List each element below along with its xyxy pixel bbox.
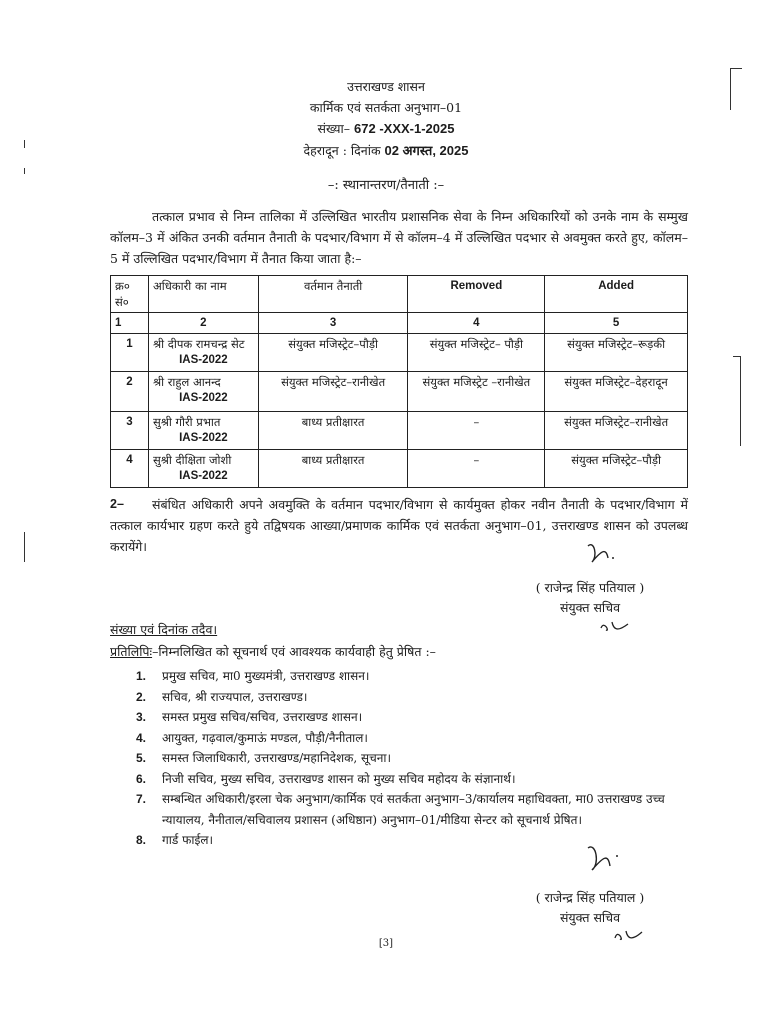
row-officer (148, 412, 258, 450)
colnum-1: 1 (111, 313, 149, 334)
officer-batch: IAS-2022 (179, 432, 228, 444)
list-item-text: समस्त प्रमुख सचिव/सचिव, उत्तराखण्ड शासन। (162, 710, 363, 724)
signatory-block-2 (490, 888, 690, 928)
initials-scribble (598, 618, 632, 634)
row-current-posting: संयुक्त मजिस्ट्रेट–रानीखेत (258, 372, 408, 412)
list-item (136, 748, 696, 769)
table-row (111, 334, 688, 372)
officer-name: सुश्री गौरी प्रभात (152, 415, 221, 429)
list-item-text: आयुक्त, गढ़वाल/कुमाऊं मण्डल, पौड़ी/नैनीताल। (162, 730, 368, 745)
officer-name: श्री दीपक रामचन्द्र सेट (152, 337, 245, 351)
list-item-text: समस्त जिलाधिकारी, उत्तराखण्ड/महानिदेशक, सूचना। (162, 751, 392, 765)
colnum-2: 2 (148, 313, 258, 334)
order-date-value: 02 अगस्त, 2025 (384, 143, 469, 158)
order-number-value: 672 -XXX-1-2025 (354, 121, 455, 136)
row-added: संयुक्त मजिस्ट्रेट–पौड़ी (545, 450, 688, 488)
row-officer (148, 372, 258, 412)
list-item-text: सम्बन्धित अधिकारी/इरला चेक अनुभाग/कार्मिक एवं सतर्कता अनुभाग–3/कार्यालय महाधिवक्ता, मा0 उत्तराखण्ड उच्च न्यायालय, नैनीताल/सचिवालय प्रशासन (अधिष्ठान) अनुभाग–01/मीडिया सेन्टर को सूचनार्थ प्रेषित। (162, 792, 665, 827)
officer-name: सुश्री दीक्षिता जोशी (152, 453, 232, 467)
header-sno: क्र० सं० (111, 276, 149, 313)
row-removed: संयुक्त मजिस्ट्रेट –रानीखेत (408, 372, 545, 412)
scan-mark-left-2 (24, 168, 25, 174)
officer-batch: IAS-2022 (179, 392, 228, 404)
row-removed: – (408, 450, 545, 488)
copy-recipient-list (136, 666, 696, 851)
row-sno: 2 (111, 372, 149, 412)
page-number: [3] (378, 938, 394, 949)
list-item (136, 789, 696, 830)
list-item (136, 707, 696, 728)
row-sno: 1 (111, 334, 149, 372)
signatory-designation: संयुक्त सचिव (559, 910, 621, 925)
row-current-posting: बाध्य प्रतीक्षारत (258, 412, 408, 450)
table-row (111, 412, 688, 450)
row-removed: संयुक्त मजिस्ट्रेट– पौड़ी (408, 334, 545, 372)
signatory-designation: संयुक्त सचिव (559, 600, 621, 615)
govt-name: उत्तराखण्ड शासन (347, 79, 425, 94)
scan-mark-top-right-tick (730, 68, 742, 69)
scan-mark-mid-right (740, 356, 741, 446)
copy-heading (110, 643, 436, 660)
row-sno: 4 (111, 450, 149, 488)
copy-reference: संख्या एवं दिनांक तदैव। (110, 622, 218, 637)
signatory-block-1 (490, 578, 690, 618)
row-current-posting: बाध्य प्रतीक्षारत (258, 450, 408, 488)
row-removed: – (408, 412, 545, 450)
list-item-number: 8. (136, 833, 147, 847)
list-item-number: 6. (136, 771, 147, 786)
row-added: संयुक्त मजिस्ट्रेट–रानीखेत (545, 412, 688, 450)
table-row (111, 372, 688, 412)
scan-mark-left-3 (24, 532, 25, 562)
officer-batch: IAS-2022 (179, 354, 228, 366)
header-officer-name: अधिकारी का नाम (148, 276, 258, 313)
intro-paragraph: तत्काल प्रभाव से निम्न तालिका में उल्लिखित भारतीय प्रशासनिक सेवा के निम्न अधिकारियों को उनके नाम के सम्मुख कॉलम–3 में अंकित उनकी वर्तमान तैनाती के पदभार/विभाग में से कॉलम–4 में उल्लिखित पदभार से अवमुक्त करते हुए, कॉलम–5 में उल्लिखित पदभार/विभाग में तैनात किया जाता है:– (110, 209, 688, 266)
list-item-text: प्रमुख सचिव, मा0 मुख्यमंत्री, उत्तराखण्ड शासन। (162, 669, 370, 683)
officer-name: श्री राहुल आनन्द (152, 375, 221, 389)
colnum-3: 3 (258, 313, 408, 334)
list-item (136, 687, 696, 708)
order-number-label: संख्या– (317, 121, 351, 136)
row-current-posting: संयुक्त मजिस्ट्रेट–पौड़ी (258, 334, 408, 372)
row-sno: 3 (111, 412, 149, 450)
list-item-number: 1. (136, 669, 147, 683)
row-officer (148, 450, 258, 488)
list-item (136, 728, 696, 749)
list-item (136, 769, 696, 790)
list-item (136, 666, 696, 687)
list-item-text: निजी सचिव, मुख्य सचिव, उत्तराखण्ड शासन को मुख्य सचिव महोदय के संज्ञानार्थ। (162, 771, 516, 786)
list-item-number: 4. (136, 730, 147, 745)
header-added: Added (545, 276, 688, 313)
officer-batch: IAS-2022 (179, 470, 228, 482)
colnum-5: 5 (545, 313, 688, 334)
transfer-table (110, 275, 688, 488)
list-item-number: 2. (136, 689, 147, 704)
para2-text: संबंधित अधिकारी अपने अवमुक्ति के वर्तमान पदभार/विभाग से कार्यमुक्त होकर नवीन तैनाती के पदभार/विभाग में तत्काल कार्यभार ग्रहण करते हुये तद्विषयक आख्या/प्रमाणक कार्मिक एवं सतर्कता अनुभाग–01, उत्तराखण्ड शासन को उपलब्ध करायेंगे। (110, 497, 688, 554)
list-item-number: 7. (136, 792, 147, 806)
signature-scribble (582, 538, 632, 568)
signatory-name: ( राजेन्द्र सिंह पतियाल ) (535, 580, 645, 595)
list-item-number: 5. (136, 751, 147, 765)
row-added: संयुक्त मजिस्ट्रेट–देहरादून (545, 372, 688, 412)
list-item-text: सचिव, श्री राज्यपाल, उत्तराखण्ड। (162, 689, 308, 704)
order-number (0, 120, 772, 137)
para2-number: 2– (110, 497, 124, 511)
subject-line: –: स्थानान्तरण/तैनाती :– (327, 178, 445, 193)
copy-heading-label: प्रतिलिपिः (110, 644, 153, 659)
table-row (111, 450, 688, 488)
header-removed: Removed (408, 276, 545, 313)
signatory-name: ( राजेन्द्र सिंह पतियाल ) (535, 890, 645, 905)
order-date (0, 141, 772, 159)
row-added: संयुक्त मजिस्ट्रेट–रूड़की (545, 334, 688, 372)
scan-mark-mid-right-tick (733, 356, 741, 357)
header-current-posting: वर्तमान तैनाती (258, 276, 408, 313)
colnum-4: 4 (408, 313, 545, 334)
list-item-text: गार्ड फाईल। (162, 833, 214, 847)
list-item-number: 3. (136, 710, 147, 724)
order-date-label: देहरादून : दिनांक (303, 143, 381, 158)
copy-heading-text: –निम्नलिखित को सूचनार्थ एवं आवश्यक कार्यवाही हेतु प्रेषित :– (152, 644, 436, 659)
signature-scribble-2 (582, 842, 636, 876)
department-name: कार्मिक एवं सतर्कता अनुभाग–01 (309, 100, 463, 115)
table-header-row (111, 276, 688, 313)
column-number-row (111, 313, 688, 334)
row-officer (148, 334, 258, 372)
